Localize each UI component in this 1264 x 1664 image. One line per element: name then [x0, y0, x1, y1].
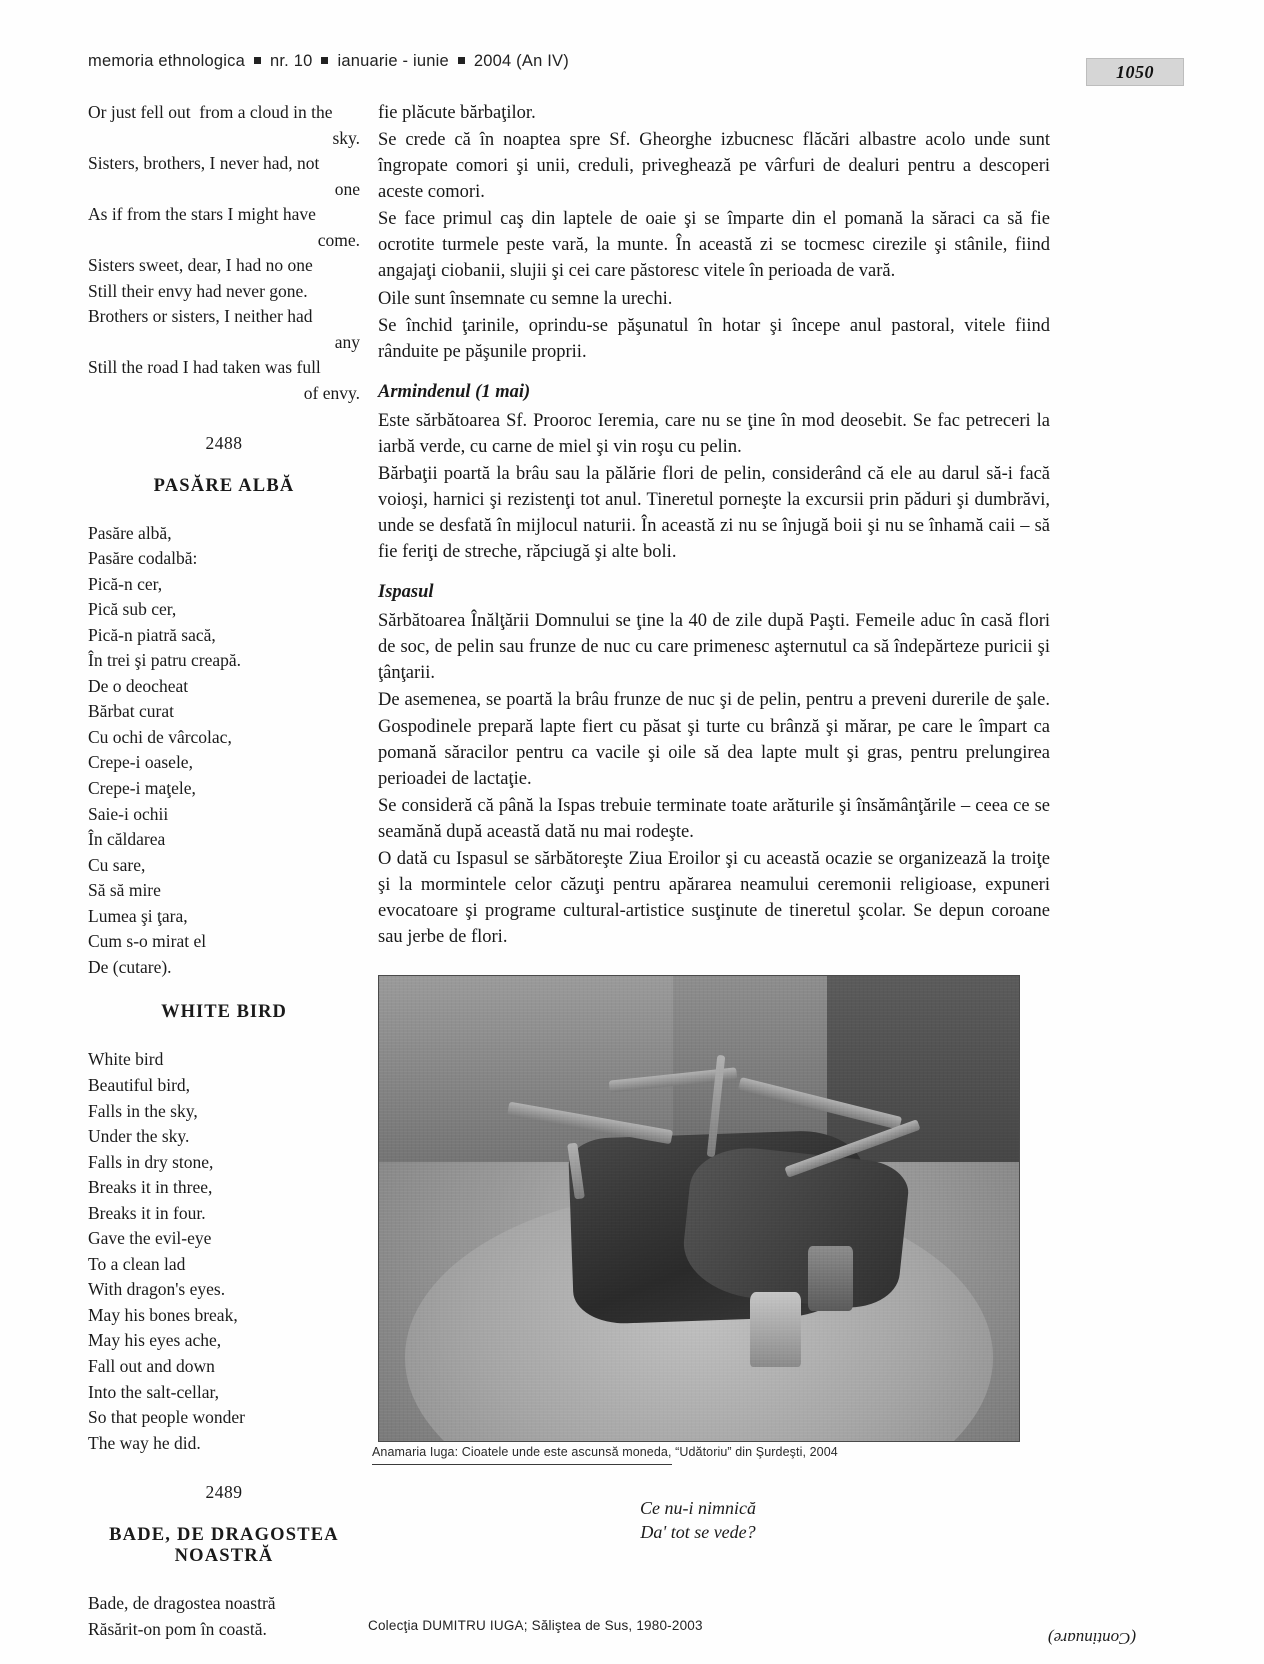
paragraph: fie plăcute bărbaţilor. [378, 103, 536, 123]
poem-number: 2488 [205, 432, 243, 453]
verse-line: Crepe-i maţele, [88, 778, 196, 799]
poem-title-line-2: NOASTRĂ [174, 1546, 274, 1567]
section-body-ispasul [378, 608, 1050, 950]
separator-square-icon [254, 57, 261, 64]
paragraph: Se face primul caş din laptele de oaie şi se împarte din el pomană la săraci ca să fie ocrotite turmele peste vară, la munte. În această zi se tocmesc cirezile şi stânile, fiind angajaţi ciobanii, slujii şi cei care păstoresc vitele în perioada de vară. [378, 209, 1050, 282]
verse-line: În trei şi patru creapă. [88, 650, 242, 671]
verse-line: May his eyes ache, [88, 1330, 222, 1351]
section-body-armindenul [378, 408, 1050, 565]
paragraph: O dată cu Ispasul se sărbătoreşte Ziua Eroilor şi cu această ocazie se organizează la troiţe şi la mormintele celor căzuţi pentru apărarea neamului ceremonii religioase, expuneri evocatoare şi programe cultural-artistice susţinute de tineretul şcolar. Se depun coroane sau jerbe de flori. [378, 848, 1050, 948]
poem-translation-body [88, 1047, 360, 1456]
poem-title [88, 1525, 360, 1567]
paragraph: De asemenea, se poartă la brâu frunze de nuc şi de pelin, pentru a preveni durerile de şale. Gospodinele prepară lapte fiert cu păsat şi turte cu brânză şi mărar, pe care le împart ca pomană săracilor pentru ca vacile şi oile să dea lapte mult şi gras, pentru prelungirea perioadei de lactaţie. [378, 690, 1050, 789]
separator-square-icon [321, 57, 328, 64]
verse-line: Cu ochi de vârcolac, [88, 726, 232, 747]
poem-excerpt [88, 100, 360, 407]
verse-line: Să să mire [88, 880, 161, 901]
page-number: 1050 [1086, 58, 1184, 86]
poem-translation-title: WHITE BIRD [161, 1002, 287, 1023]
verse-line: come. [317, 229, 360, 250]
verse-line: So that people wonder [88, 1407, 245, 1428]
photo-caption: Anamaria Iuga: Cioatele unde este ascunsă moneda, “Udătoriu” din Şurdeşti, 2004 [372, 1445, 838, 1459]
verse-line: Pică-n piatră sacă, [88, 624, 216, 645]
verse-line: Breaks it in three, [88, 1177, 213, 1198]
poem-body [88, 521, 360, 981]
verse-line: Into the salt-cellar, [88, 1381, 219, 1402]
poem-title: PASĂRE ALBĂ [153, 475, 295, 496]
verse-line: Under the sky. [88, 1126, 190, 1147]
verse-line: any [334, 331, 360, 352]
photograph [378, 975, 1018, 1440]
verse-line: The way he did. [88, 1432, 201, 1453]
paragraph: Oile sunt însemnate cu semne la urechi. [378, 288, 673, 309]
verse-line: To a clean lad [88, 1253, 186, 1274]
photo-image [378, 975, 1020, 1442]
intro-text [378, 100, 1050, 365]
verse-line: De (cutare). [88, 956, 172, 977]
verse-line: Gave the evil-eye [88, 1228, 212, 1249]
verse-line: May his bones break, [88, 1304, 238, 1325]
verse-line: Or just fell out from a cloud in the [88, 102, 333, 122]
verse-line: De o deocheat [88, 675, 189, 696]
poem-body [88, 1591, 360, 1642]
page-header [88, 52, 1168, 71]
verse-line: Sisters, brothers, I never had, not [88, 153, 320, 174]
verse-line: Falls in the sky, [88, 1100, 198, 1121]
paragraph: Se închid ţarinile, oprindu-se păşunatul în hotar şi începe anul pastoral, vitele fiind rânduite pe păşunile proprii. [378, 315, 1050, 362]
paragraph: Este sărbătoarea Sf. Prooroc Ieremia, care nu se ţine în mod deosebit. Se fac petreceri la iarbă verde, cu carne de miel şi vin roşu cu pelin. [378, 410, 1050, 457]
verse-line: Saie-i ochii [88, 803, 169, 824]
issue-year: 2004 (An IV) [473, 52, 569, 70]
issue-period: ianuarie - iunie [337, 52, 449, 70]
poem-number: 2489 [205, 1482, 243, 1503]
verse-line: Still the road I had taken was full [88, 357, 321, 378]
song-lines [378, 1497, 1018, 1545]
verse-line: Breaks it in four. [88, 1202, 206, 1223]
verse-line: Pică sub cer, [88, 599, 177, 620]
collection-credit: Colecţia DUMITRU IUGA; Sălişteа de Sus, 1980-2003 [368, 1618, 703, 1633]
verse-line: Beautiful bird, [88, 1074, 191, 1095]
verse-line: White bird [88, 1049, 164, 1070]
song-line: Ce nu-i nimnică [640, 1498, 756, 1518]
verse-line: With dragon's eyes. [88, 1279, 226, 1300]
issue-number: nr. 10 [269, 52, 313, 70]
verse-line: Pică-n cer, [88, 573, 163, 594]
paragraph: Se consideră că până la Ispas trebuie terminate toate arăturile şi însămânţările – ceea ce se seamănă după această dată nu mai rodeşte. [378, 795, 1050, 842]
verse-line: As if from the stars I might have [88, 204, 316, 225]
verse-line: Lumea şi ţara, [88, 905, 188, 926]
continuation-note: (Continuare) [1047, 1629, 1136, 1648]
verse-line: Cum s-o mirat el [88, 931, 207, 952]
verse-line: Pasăre codalbă: [88, 548, 198, 569]
separator-square-icon [458, 57, 465, 64]
verse-line: Sisters sweet, dear, I had no one [88, 255, 313, 276]
verse-line: Brothers or sisters, I neither had [88, 306, 313, 327]
song-line: Da' tot se vede? [640, 1521, 756, 1542]
verse-line: Fall out and down [88, 1355, 215, 1376]
verse-line: one [334, 178, 360, 199]
section-heading-ispasul: Ispasul [378, 582, 434, 603]
poem-title-line-1: BADE, DE DRAGOSTEA [109, 1525, 339, 1546]
verse-line: Falls in dry stone, [88, 1151, 214, 1172]
paragraph: Se crede că în noaptea spre Sf. Gheorghe izbucnesc flăcări albastre acolo unde sunt îngropate comori şi unii, creduli, priveghează pe vârfuri de dealuri pentru a descoperi aceste comori. [378, 130, 1050, 203]
paragraph: Bărbaţii poartă la brâu sau la pălărie flori de pelin, considerând că ele au darul să-i facă voioşi, harnici şi rezistenţi tot anul. Tineretul porneşte la excursii prin păduri şi dumbrăvi, unde se desfată în mijlocul naturii. În această zi nu se înjugă boii şi nu se înhamă caii – să fie feriţi de streche, răpciugă şi alte boli. [378, 463, 1050, 563]
verse-line: of envy. [303, 383, 360, 404]
verse-line: Still their envy had never gone. [88, 280, 308, 301]
verse-line: Bărbat curat [88, 701, 174, 722]
caption-divider [372, 1464, 672, 1465]
right-column [378, 100, 1050, 951]
journal-title: memoria ethnologica [88, 52, 245, 70]
verse-line: În căldarea [88, 829, 166, 850]
verse-line: Bade, de dragostea noastră [88, 1593, 276, 1614]
left-column [88, 100, 360, 1642]
verse-line: Cu sare, [88, 854, 146, 875]
section-heading-armindenul: Armindenul (1 mai) [378, 381, 531, 402]
verse-line: Pasăre albă, [88, 522, 172, 543]
paragraph: Sărbătoarea Înălţării Domnului se ţine la 40 de zile după Paşti. Femeile aduc în casă flori de soc, de pelin sau frunze de nuc cu care primenesc aşternutul ca să îndepărteze puricii şi ţânţarii. [378, 611, 1050, 684]
verse-line: Crepe-i oasele, [88, 752, 193, 773]
photo-grain-overlay [379, 976, 1019, 1441]
verse-line: Răsărit-on pom în coastă. [88, 1618, 267, 1639]
verse-line: sky. [332, 127, 360, 148]
